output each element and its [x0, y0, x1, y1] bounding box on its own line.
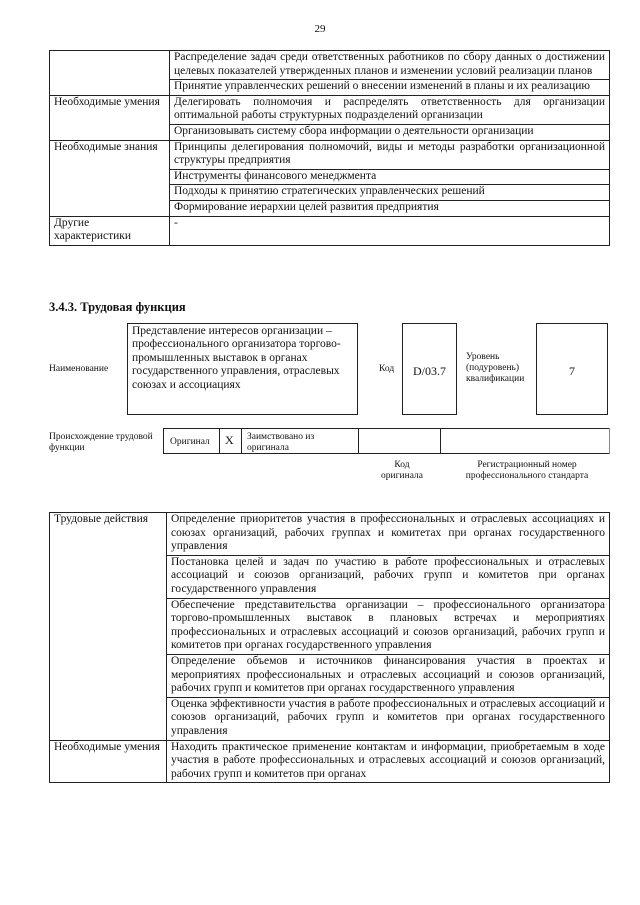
table-cell: Определение объемов и источников финансирования участия в проектах и мероприятиях профессиональных и отраслевых ассоциаций и союзов организаций, рабочих групп и комитетов при органах государственного управления: [167, 654, 610, 697]
table-cell: Определение приоритетов участия в профессиональных и отраслевых ассоциациях и союзах организаций, рабочих группах и комитетах при органах государственного управления: [167, 513, 610, 556]
code-value-box: D/03.7: [402, 323, 457, 415]
table-cell: Принятие управленческих решений о внесении изменений в планы и их реализацию: [170, 80, 610, 96]
table-row: [50, 740, 610, 783]
divider: [440, 428, 441, 454]
function-name-box: Представление интересов организации – профессионального организатора торгово-промышленных выставок в органах государственного управления, отраслевых союзах и ассоциациях: [127, 323, 358, 415]
table-cell: -: [170, 216, 610, 245]
table-row: [50, 513, 610, 556]
code-of-original-label: Код оригинала: [381, 460, 423, 481]
top-table: [49, 50, 610, 246]
table-cell: Обеспечение представительства организации – профессионального организатора торгово-промышленных выставок в плановых встречах и мероприятиях профессиональных и отраслевых ассоциаций и союзов организаций, рабочих групп и комитетов при органах государственного управления: [167, 598, 610, 654]
table-cell: Оценка эффективности участия в работе профессиональных и отраслевых ассоциаций и союзов организаций, рабочих групп и комитетов при органах государственного управления: [167, 697, 610, 740]
page-number: 29: [314, 23, 326, 35]
divider: [241, 428, 242, 454]
row-label: Необходимые умения: [50, 95, 170, 140]
table-cell: Организовывать систему сбора информации о деятельности организации: [170, 124, 610, 140]
reg-number-label: Регистрационный номер профессионального стандарта: [465, 460, 589, 481]
table-row: [50, 95, 610, 124]
level-value-box: 7: [536, 323, 608, 415]
original-label: Оригинал: [170, 437, 210, 447]
table-row: [50, 140, 610, 169]
table-cell: Формирование иерархии целей развития предприятия: [170, 200, 610, 216]
name-label: Наименование: [49, 364, 109, 374]
borrowed-label: Заимствовано из оригинала: [247, 432, 315, 453]
level-label: Уровень (подуровень) квалификации: [466, 352, 525, 384]
table-cell: Инструменты финансового менеджмента: [170, 169, 610, 185]
row-label: Другие характеристики: [50, 216, 170, 245]
table-cell: Постановка целей и задач по участию в работе профессиональных и отраслевых ассоциаций и союзов организаций, рабочих групп и комитетов при органах государственного управления: [167, 555, 610, 598]
table-cell: Находить практическое применение контактам и информации, приобретаемым в ходе участия в работе профессиональных и отраслевых ассоциаций и союзов организаций, рабочих групп и комитетов при органах: [167, 740, 610, 783]
row-label: Необходимые знания: [50, 140, 170, 216]
row-label: Трудовые действия: [50, 513, 167, 741]
row-label: [50, 51, 170, 96]
original-mark: X: [225, 433, 234, 447]
table-row: [50, 51, 610, 80]
table-cell: Делегировать полномочия и распределять ответственность для организации оптимальной работы структурных подразделений организации: [170, 95, 610, 124]
divider: [358, 428, 359, 454]
bottom-table: [49, 512, 610, 783]
section-title: 3.4.3. Трудовая функция: [49, 300, 186, 314]
row-label: Необходимые умения: [50, 740, 167, 783]
divider: [609, 428, 610, 454]
table-row: [50, 216, 610, 245]
table-cell: Распределение задач среди ответственных работников по сбору данных о достижении целевых показателей утвержденных планов и изменении условий реализации планов: [170, 51, 610, 80]
origin-label: Происхождение трудовой функции: [49, 432, 153, 453]
divider: [219, 428, 220, 454]
table-cell: Принципы делегирования полномочий, виды и методы разработки организационной структуры предприятия: [170, 140, 610, 169]
code-label: Код: [379, 364, 395, 374]
table-cell: Подходы к принятию стратегических управленческих решений: [170, 185, 610, 201]
